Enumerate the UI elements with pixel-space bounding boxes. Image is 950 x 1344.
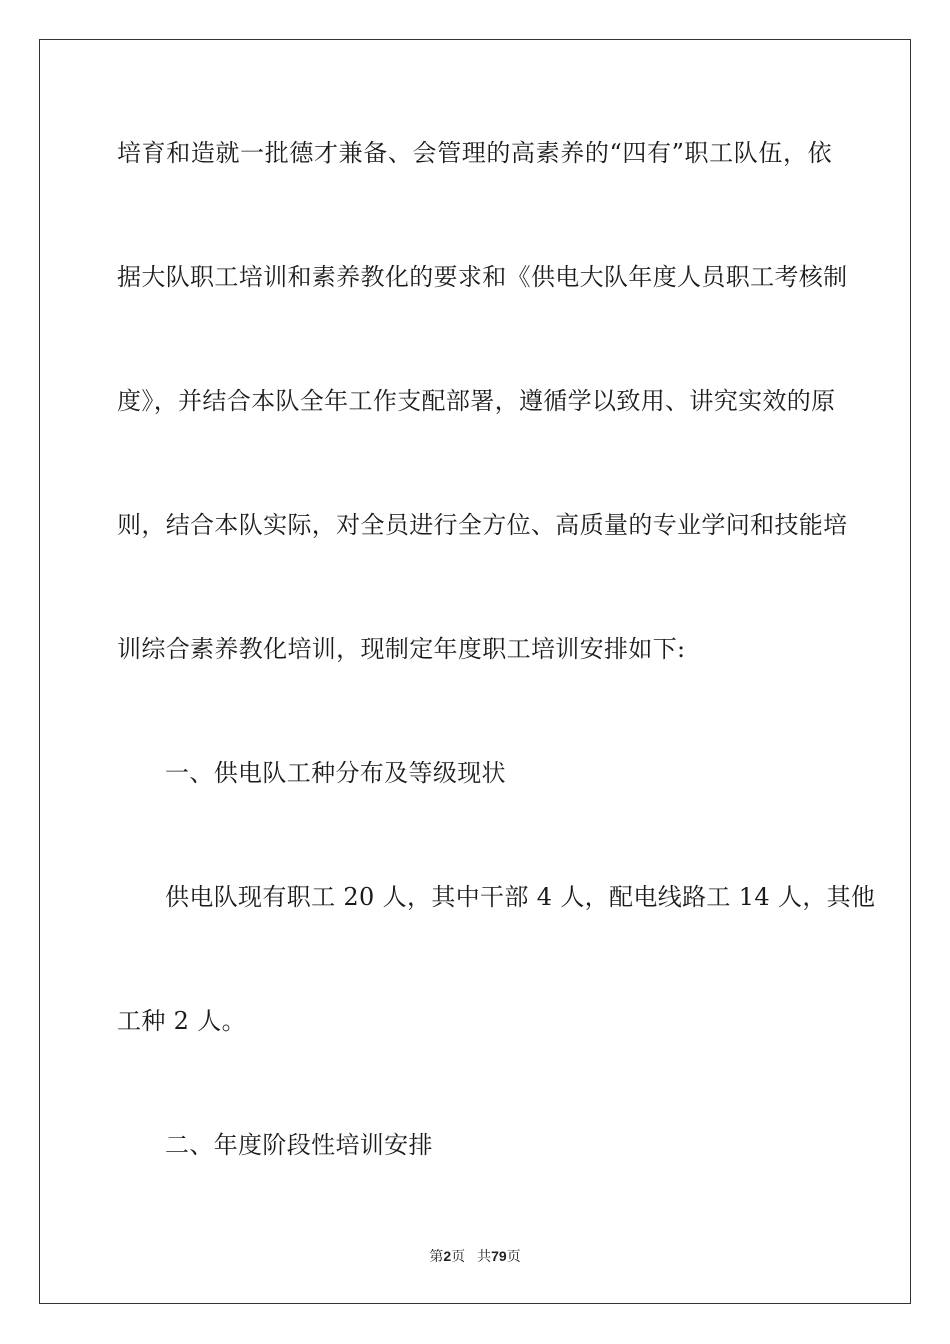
footer-total-number: 79 <box>491 1248 507 1264</box>
body-line-7: 工种 2 人。 <box>117 1007 246 1035</box>
section-heading-2: 二、年度阶段性培训安排 <box>165 1131 433 1159</box>
body-line-6: 供电队现有职工 20 人，其中干部 4 人，配电线路工 14 人，其他 <box>165 883 876 911</box>
body-line-3: 度》，并结合本队全年工作支配部署，遵循学以致用、讲究实效的原 <box>117 387 836 415</box>
footer-total-suffix: 页 <box>506 1249 521 1265</box>
body-line-2: 据大队职工培训和素养教化的要求和《供电大队年度人员职工考核制 <box>117 263 848 291</box>
section-heading-1: 一、供电队工种分布及等级现状 <box>165 759 506 787</box>
body-line-4: 则，结合本队实际，对全员进行全方位、高质量的专业学问和技能培 <box>117 511 848 539</box>
body-line-1: 培育和造就一批德才兼备、会管理的高素养的“四有”职工队伍，依 <box>117 139 832 167</box>
page-footer <box>0 1247 950 1266</box>
footer-total-prefix: 共 <box>477 1249 492 1265</box>
page-border <box>39 39 911 1304</box>
footer-page-number: 2 <box>443 1248 452 1264</box>
footer-page-prefix: 第 <box>429 1249 444 1265</box>
footer-page-suffix: 页 <box>451 1249 466 1265</box>
body-line-5: 训综合素养教化培训，现制定年度职工培训安排如下: <box>117 635 686 663</box>
